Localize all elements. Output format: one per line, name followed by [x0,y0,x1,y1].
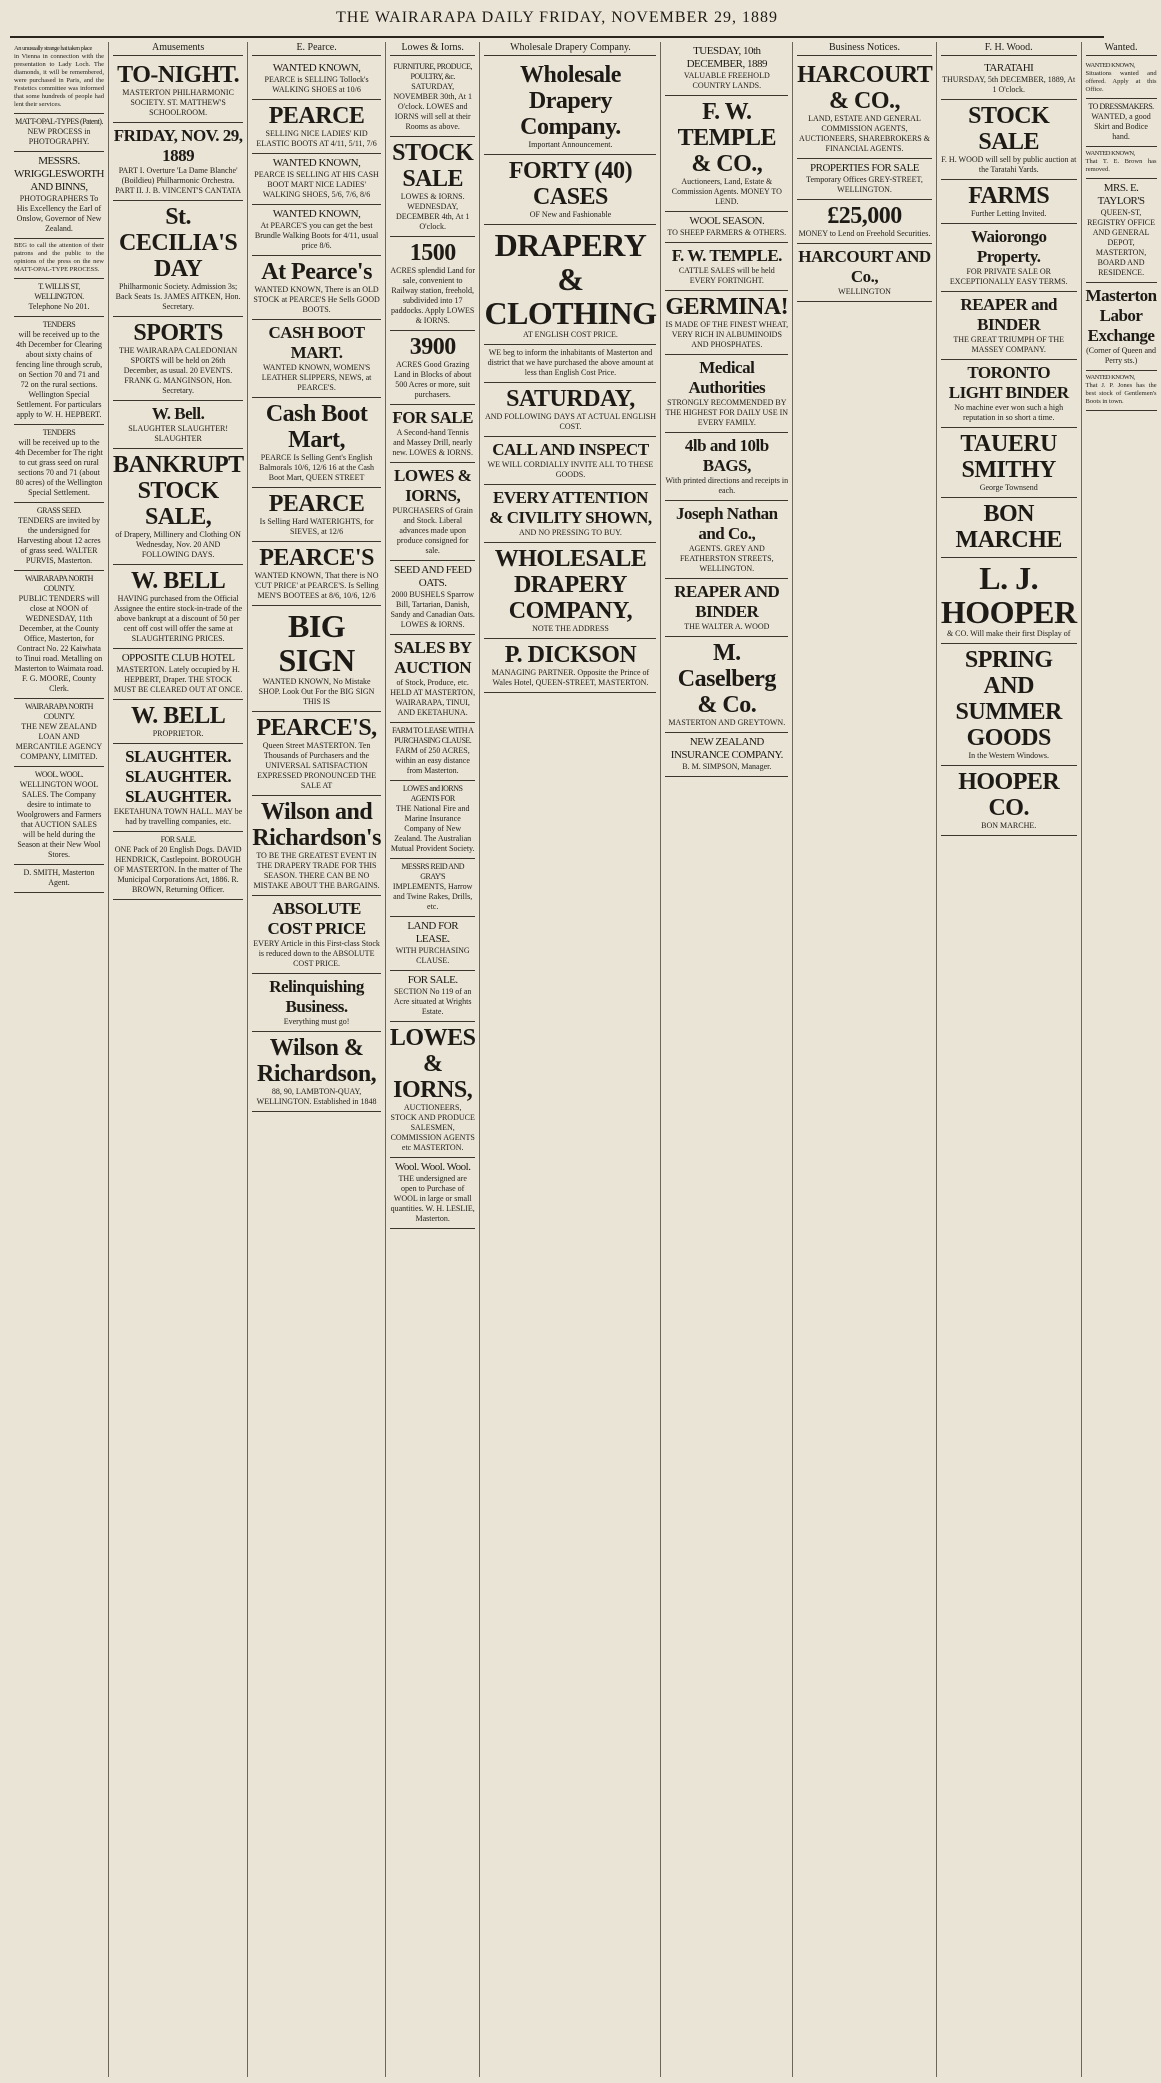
advertisement [113,744,243,832]
masthead-title: THE WAIRARAPA DAILY FRIDAY, NOVEMBER 29, 1889 [336,9,778,26]
ad-body: PHOTOGRAPHERS To His Excellency the Earl of Onslow, Governor of New Zealand. [16,194,102,233]
advertisement [797,59,932,159]
advertisement [113,449,243,565]
ad-body: THE WALTER A. WOOD [684,622,770,631]
advertisement [113,649,243,700]
advertisement [113,565,243,649]
ad-headline: WANTED KNOWN, [1085,150,1135,157]
ad-body: MASTERTON PHILHARMONIC SOCIETY. ST. MATTHEW'S SCHOOLROOM. [122,88,234,117]
ad-headline: F. W. TEMPLE & CO., [677,99,776,177]
advertisement [941,360,1077,428]
ad-headline: CALL AND INSPECT [492,440,649,459]
ad-headline: W. BELL [130,703,226,729]
ad-body: TO BE THE GREATEST EVENT IN THE DRAPERY TRADE FOR THIS SEASON. THERE CAN BE NO MISTAKE ABOUT THE BARGAINS. [253,851,380,890]
ad-body: WELLINGTON WOOL SALES. The Company desire to intimate to Woolgrowers and Farmers that AUCTION SALES will be held during the Season at their New Wool Stores. [16,780,102,859]
ad-body: WANTED, a good Skirt and Bodice hand. [1091,112,1151,141]
ad-body: BON MARCHE. [981,821,1037,830]
advertisement [665,637,788,733]
ad-body: VALUABLE FREEHOLD COUNTRY LANDS. [683,71,770,90]
ad-body: THE NEW ZEALAND LOAN AND MERCANTILE AGENCY COMPANY, LIMITED. [15,722,103,761]
ad-headline: 3900 [409,334,456,360]
ad-headline: HARCOURT & CO., [797,62,933,114]
ad-body: AUCTIONEERS, STOCK AND PRODUCE SALESMEN, COMMISSION AGENTS etc MASTERTON. [390,1103,475,1152]
advertisement [390,405,476,463]
ad-body: NOTE THE ADDRESS [532,624,609,633]
ad-body: AT ENGLISH COST PRICE. [523,330,618,339]
ad-body: THE National Fire and Marine Insurance Company of New Zealand. The Australian Mutual Provident Society. [390,804,475,853]
ad-headline: DRAPERY & CLOTHING [484,227,657,331]
advertisement [113,123,243,201]
ad-headline: Joseph Nathan and Co., [675,504,778,543]
ad-headline: TORONTO LIGHT BINDER [948,363,1069,402]
ad-headline: SEED AND FEED OATS. [394,564,472,589]
ad-body: With printed directions and receipts in each. [665,476,789,495]
ad-body: MANAGING PARTNER. Opposite the Prince of Wales Hotel, QUEEN-STREET, MASTERTON. [491,668,650,687]
ad-body: EKETAHUNA TOWN HALL. MAY be had by travelling companies, etc. [113,807,243,826]
advertisement [390,1158,476,1229]
advertisement [665,291,788,355]
masthead [10,0,1104,38]
ad-body: Queen Street MASTERTON. Ten Thousands of Purchasers and the UNIVERSAL SATISFACTION EXPRESSED PRONOUNCED THE SALE AT [257,741,377,790]
ad-body: PEARCE is SELLING Tollock's WALKING SHOES at 10/6 [264,75,369,94]
ad-body: SELLING NICE LADIES' KID ELASTIC BOOTS AT 4/11, 5/11, 7/6 [256,129,377,148]
advertisement [113,201,243,317]
ad-headline: Medical Authorities [688,358,766,397]
advertisement [484,543,656,639]
ad-headline: Masterton Labor Exchange [1085,286,1157,345]
ad-body: 2000 BUSHELS Sparrow Bill, Tartarian, Danish, Sandy and Canadian Oats. LOWES & IORNS. [390,590,475,629]
ad-headline: MESSRS REID AND GRAY'S [401,862,465,881]
ad-body: SECTION No 119 of an Acre situated at Wrights Estate. [393,987,472,1016]
ad-body: That T. E. Brown has removed. [1085,158,1157,173]
ad-body: PEARCE IS SELLING AT HIS CASH BOOT MART NICE LADIES' WALKING SHOES, 5/6, 7/6, 8/6 [254,170,379,199]
ad-body: in Vienna in connection with the presentation to Lady Loch. The diamonds, it will be remembered, were purchased in Paris, and the Festetics committee was informed that some hundreds of people had lent their services. [14,53,104,108]
ad-body: PUBLIC TENDERS will close at NOON of WEDNESDAY, 11th December, at the County Office, Masterton, for Contract No. 22 Kaiwhata to Tinui road. Metalling on Masterton to Waimata road. F. G. MOORE, County Clerk. [14,594,104,693]
column-2 [109,42,248,2077]
ad-headline: SPRING AND SUMMER GOODS [955,647,1062,751]
ad-headline: 4lb and 10lb BAGS, [684,436,769,475]
ad-body: Further Letting Invited. [971,209,1047,218]
ad-headline: Wilson & Richardson, [256,1035,377,1087]
advertisement [941,428,1077,498]
advertisement [941,766,1077,836]
ad-headline: FOR SALE. [160,835,196,844]
ad-headline: M. Caselberg & Co. [677,640,776,718]
ad-body: WE beg to inform the inhabitants of Masterton and district that we have purchased the above amount at less than English Cost Price. [487,348,654,377]
advertisement [1086,99,1157,147]
ad-headline: L. J. HOOPER [940,560,1077,630]
ad-body: D. SMITH, Masterton Agent. [23,868,95,887]
ad-headline: SLAUGHTER. SLAUGHTER. SLAUGHTER. [125,747,232,806]
ad-headline: WANTED KNOWN, [1085,62,1135,69]
column-9 [1082,42,1161,2077]
ad-headline: ABSOLUTE COST PRICE [267,899,366,938]
ad-headline: TUESDAY, 10th DECEMBER, 1889 [686,45,768,70]
ad-headline: WANTED KNOWN, [1085,374,1135,381]
ad-headline: Wool. Wool. Wool. [394,1161,471,1173]
advertisement [252,712,381,796]
advertisement [252,205,381,256]
advertisement [113,59,243,123]
advertisement [252,256,381,320]
ad-body: LAND, ESTATE AND GENERAL COMMISSION AGENTS, AUCTIONEERS, SHAREBROKERS & FINANCIAL AGENTS. [799,114,930,153]
advertisement [665,579,788,637]
ad-body: WE WILL CORDIALLY INVITE ALL TO THESE GOODS. [487,460,654,479]
columns-container [10,42,1157,2077]
ad-body: LOWES & IORNS. WEDNESDAY, DECEMBER 4th, At 1 O'clock. [396,192,470,231]
ad-body: Telephone No 201. [28,302,90,311]
advertisement [252,796,381,896]
ad-headline: BANKRUPT STOCK SALE, [112,452,244,530]
column-7 [793,42,937,2077]
ad-headline: CASH BOOT MART. [268,323,365,362]
ad-body: PURCHASERS of Grain and Stock. Liberal advances made upon produce consigned for sale. [392,506,473,555]
advertisement [252,154,381,205]
ad-body: FOR PRIVATE SALE OR EXCEPTIONALLY EASY TERMS. [949,267,1068,286]
column-3 [248,42,386,2077]
advertisement [252,59,381,100]
advertisement [14,425,104,503]
ad-headline: WOOL. WOOL. [34,770,84,779]
ad-headline: PEARCE'S [259,545,374,571]
ad-body: George Townsend [979,483,1038,492]
ad-headline: GRASS SEED. [36,506,82,515]
ad-headline: W. BELL [130,568,226,594]
ad-headline: STOCK SALE [392,140,474,192]
advertisement [14,503,104,571]
advertisement [484,59,656,155]
ad-headline: WANTED KNOWN, [272,208,361,220]
advertisement [665,733,788,777]
ad-headline: OPPOSITE CLUB HOTEL [121,652,235,664]
advertisement [14,699,104,767]
ad-headline: HOOPER CO. [958,769,1060,821]
advertisement [941,498,1077,558]
advertisement [390,561,476,635]
advertisement [390,723,476,781]
ad-headline: SALES BY AUCTION [393,638,472,677]
ad-headline: FARM TO LEASE WITH A PURCHASING CLAUSE. [391,726,474,745]
advertisement [665,96,788,212]
ad-headline: FRIDAY, NOV. 29, 1889 [113,126,243,165]
advertisement [252,542,381,606]
ad-body: PART I. Overture 'La Dame Blanche' (Boildieu) Philharmonic Orchestra. PART II. J. B. VINCENT'S CANTATA [115,166,241,195]
ad-headline: STOCK SALE [968,103,1050,155]
advertisement [390,331,476,405]
ad-body: Temporary Offices GREY-STREET, WELLINGTON. [806,175,923,194]
advertisement [797,200,932,244]
ad-body: WANTED KNOWN, WOMEN'S LEATHER SLIPPERS, NEWS, at PEARCE'S. [261,363,372,392]
ad-body: No machine ever won such a high reputation in so short a time. [954,403,1064,422]
advertisement [390,971,476,1022]
ad-headline: T. WILLIS ST, WELLINGTON. [34,282,84,301]
ad-headline: TO DRESSMAKERS. [1088,102,1154,111]
advertisement [390,781,476,859]
ad-headline: LOWES and IORNS AGENTS FOR [402,784,463,803]
advertisement [484,485,656,543]
ad-headline: NEW ZEALAND INSURANCE COMPANY. [670,736,783,761]
ad-body: Is Selling Hard WATERIGHTS, for SIEVES, at 12/6 [259,517,374,536]
ad-headline: MRS. E. TAYLOR'S [1097,182,1145,207]
ad-headline: Relinquishing Business. [269,977,364,1016]
advertisement [252,606,381,712]
ad-headline: REAPER AND BINDER [674,582,780,621]
ad-headline: 1500 [409,240,456,266]
advertisement [390,859,476,917]
ad-body: (Corner of Queen and Perry sts.) [1086,346,1157,365]
column-8 [937,42,1082,2077]
ad-headline: SATURDAY, [506,386,635,412]
ad-body: SATURDAY, NOVEMBER 30th, At 1 O'clock. LOWES and IORNS will sell at their Rooms as above. [393,82,473,131]
advertisement [390,1022,476,1158]
advertisement [797,244,932,302]
ad-body: NEW PROCESS in PHOTOGRAPHY. [27,127,91,146]
advertisement [484,225,656,345]
ad-body: THE undersigned are open to Purchase of WOOL in large or small quantities. W. H. LESLIE, Masterton. [390,1174,475,1223]
advertisement [1086,283,1157,371]
advertisement [14,239,104,279]
ad-headline: GERMINA! [665,294,789,320]
advertisement [14,42,104,114]
ad-body: IMPLEMENTS, Harrow and Twine Rakes, Drills, etc. [392,882,473,911]
advertisement [665,243,788,291]
advertisement [390,635,476,723]
ad-body: BEG to call the attention of their patrons and the public to the opinions of the press on the new MATT-OPAL-TYPE PROCESS. [14,242,104,273]
ad-headline: At Pearce's [261,259,372,285]
ad-body: THE WAIRARAPA CALEDONIAN SPORTS will be held on 26th December, as usual. 20 EVENTS. FRANK G. MANGINSON, Hon. Secretary. [118,346,238,395]
advertisement [1086,59,1157,99]
ad-body: Important Announcement. [528,140,613,149]
ad-body: of Stock, Produce, etc. HELD AT MASTERTON, WAIRARAPA, TINUI, AND EKETAHUNA. [390,678,476,717]
ad-body: F. H. WOOD will sell by public auction at the Taratahi Yards. [941,155,1077,174]
ad-body: OF New and Fashionable [529,210,612,219]
ad-headline: TO-NIGHT. [117,62,240,88]
ad-body: IS MADE OF THE FINEST WHEAT, VERY RICH IN ALBUMINOIDS AND PHOSPHATES. [665,320,789,349]
ad-headline: P. DICKSON [504,642,637,668]
advertisement [941,644,1077,766]
ad-body: THE GREAT TRIUMPH OF THE MASSEY COMPANY. [953,335,1065,354]
ad-body: ONE Pack of 20 English Dogs. DAVID HENDRICK, Castlepoint. BOROUGH OF MASTERTON. In the matter of The Municipal Corporations Act, 1886. R. BROWN, Returning Officer. [113,845,243,894]
advertisement [252,488,381,542]
ad-body: WANTED KNOWN, There is an OLD STOCK at PEARCE'S He Sells GOOD BOOTS. [253,285,380,314]
advertisement [484,639,656,693]
ad-body: 88, 90, LAMBTON-QUAY, WELLINGTON. Established in 1848 [256,1087,377,1106]
advertisement [1086,147,1157,179]
ad-headline: £25,000 [827,203,902,229]
ad-headline: Cash Boot Mart, [265,401,368,453]
advertisement [113,832,243,900]
ad-headline: EVERY ATTENTION & CIVILITY SHOWN, [489,488,652,527]
column-header: Wholesale Drapery Company. [484,42,656,56]
advertisement [665,433,788,501]
ad-headline: FARMS [968,183,1050,209]
ad-body: B. M. SIMPSON, Manager. [682,762,772,771]
ad-body: will be received up to the 4th December for The right to cut grass seed on rural sections 70 and 71 (about 80 acres) of the Wellington Special Settlement. [15,438,103,497]
ad-body: MASTERTON. Lately occupied by H. HEPBERT, Draper. THE STOCK MUST BE CLEARED OUT AT ONCE. [113,665,243,694]
ad-headline: TENDERS [42,428,76,437]
ad-headline: LAND FOR LEASE. [407,920,459,945]
advertisement [484,383,656,437]
ad-body: WANTED KNOWN, That there is NO 'CUT PRICE' at PEARCE'S. Is Selling MEN'S BOOTEES at 8/6, 10/6, 12/6 [254,571,379,600]
advertisement [14,152,104,239]
advertisement [390,463,476,561]
ad-headline: F. W. TEMPLE. [671,246,782,265]
ad-body: CATTLE SALES will be held EVERY FORTNIGHT. [678,266,775,285]
ad-headline: LOWES & IORNS, [389,1025,476,1103]
ad-body: will be received up to the 4th December for Clearing about sixty chains of fencing line through scrub, on Section 70 and 71 and 72 on the rural sections. Wellington Special Settlement. For particulars apply to W. H. HEPBERT. [15,330,103,419]
advertisement [14,865,104,893]
ad-body: Philharmonic Society. Admission 3s; Back Seats 1s. JAMES AITKEN, Hon. Secretary. [115,282,241,311]
ad-body: THURSDAY, 5th DECEMBER, 1889, At 1 O'clock. [942,75,1076,94]
advertisement [665,501,788,579]
ad-headline: LOWES & IORNS, [394,466,472,505]
advertisement [252,320,381,398]
ad-body: ACRES splendid Land for sale, convenient to Railway station, freehold, subdivided into 17 paddocks. Apply LOWES & IORNS. [390,266,476,325]
ad-headline: WAIRARAPA NORTH COUNTY. [25,574,93,593]
ad-headline: WANTED KNOWN, [272,157,361,169]
ad-body: STRONGLY RECOMMENDED BY THE HIGHEST FOR DAILY USE IN EVERY FAMILY. [665,398,789,427]
ad-body: PEARCE Is Selling Gent's English Balmorals 10/6, 12/6 16 at the Cash Boot Mart, QUEEN STREET [259,453,375,482]
advertisement [484,345,656,383]
advertisement [113,401,243,449]
ad-headline: WANTED KNOWN, [272,62,361,74]
advertisement [941,100,1077,180]
ad-headline: St. CECILIA'S DAY [119,204,238,282]
advertisement [941,224,1077,292]
ad-body: AND FOLLOWING DAYS AT ACTUAL ENGLISH COST. [484,412,656,431]
ad-headline: An unusually strange hat taken place [14,45,92,52]
column-header: F. H. Wood. [941,42,1077,56]
ad-body: WITH PURCHASING CLAUSE. [395,946,470,965]
ad-headline: WOOL SEASON. [689,215,765,227]
advertisement [484,437,656,485]
column-4 [386,42,481,2077]
ad-headline: BIG SIGN [278,608,355,678]
ad-headline: Waiorongo Property. [970,227,1047,266]
advertisement [941,558,1077,644]
ad-headline: Wilson and Richardson's [252,799,381,851]
ad-body: WANTED KNOWN, No Mistake SHOP. Look Out For the BIG SIGN THIS IS [258,677,375,706]
advertisement [113,700,243,744]
ad-body: EVERY Article in this First-class Stock is reduced down to the ABSOLUTE COST PRICE. [253,939,380,968]
ad-headline: PEARCE'S, [256,715,377,741]
advertisement [14,571,104,699]
advertisement [941,292,1077,360]
ad-body: A Second-hand Tennis and Massey Drill, nearly new. LOWES & IORNS. [392,428,473,457]
advertisement [252,100,381,154]
advertisement [14,317,104,425]
ad-headline: BON MARCHE [955,501,1062,553]
ad-body: Auctioneers, Land, Estate & Commission Agents. MONEY TO LEND. [671,177,782,206]
advertisement [390,59,476,137]
ad-headline: REAPER and BINDER [960,295,1057,334]
advertisement [252,974,381,1032]
ad-headline: FOR SALE. [407,974,458,986]
advertisement [252,398,381,488]
ad-body: of Drapery, Millinery and Clothing ON Wednesday, Nov. 20 AND FOLLOWING DAYS. [115,530,241,559]
advertisement [390,917,476,971]
advertisement [390,137,476,237]
ad-body: QUEEN-ST, REGISTRY OFFICE AND GENERAL DEPOT, MASTERTON, BOARD AND RESIDENCE. [1087,208,1156,277]
advertisement [941,180,1077,224]
ad-body: PROPRIETOR. [152,729,204,738]
ad-body: At PEARCE'S you can get the best Brundle Walking Boots for 4/11, usual price 8/6. [254,221,379,250]
ad-body: TENDERS are invited by the undersigned for Harvesting about 12 acres of grass seed. WALTER PURVIS, Masterton. [17,516,101,565]
ad-body: WELLINGTON [838,287,891,296]
ad-headline: Wholesale Drapery Company. [520,62,621,140]
ad-headline: WAIRARAPA NORTH COUNTY. [25,702,93,721]
ad-headline: TAUERU SMITHY [960,431,1057,483]
advertisement [14,279,104,317]
advertisement [14,767,104,865]
ad-headline: PROPERTIES FOR SALE [809,162,920,174]
ad-body: In the Western Windows. [968,751,1049,760]
ad-body: That J. P. Jones has the best stock of Gentlemen's Boots in town. [1085,382,1157,405]
advertisement [14,114,104,152]
ad-headline: MATT-OPAL-TYPES (Patent). [15,117,103,126]
advertisement [113,317,243,401]
ad-headline: HARCOURT AND Co., [798,247,931,286]
advertisement [665,355,788,433]
advertisement [1086,371,1157,411]
ad-headline: FURNITURE, PRODUCE, POULTRY, &c. [393,62,473,81]
column-header: Wanted. [1086,42,1157,56]
ad-body: SLAUGHTER SLAUGHTER! SLAUGHTER [128,424,228,443]
column-header: Amusements [113,42,243,56]
advertisement [665,42,788,96]
ad-headline: TARATAHI [984,62,1034,74]
ad-headline: MESSRS. WRIGGLESWORTH AND BINNS, [14,155,104,193]
column-header: Business Notices. [797,42,932,56]
ad-headline: PEARCE [268,491,365,517]
ad-body: TO SHEEP FARMERS & OTHERS. [667,228,787,237]
advertisement [390,237,476,331]
advertisement [941,59,1077,100]
ad-body: & CO. Will make their first Display of [946,629,1071,638]
column-header: Lowes & Iorns. [390,42,476,56]
ad-headline: TENDERS [42,320,76,329]
advertisement [484,155,656,225]
column-6 [661,42,793,2077]
ad-headline: SPORTS [133,320,223,346]
ad-body: Everything must go! [283,1017,350,1026]
ad-headline: W. Bell. [151,404,205,423]
advertisement [665,212,788,243]
ad-body: MONEY to Lend on Freehold Securities. [798,229,931,238]
advertisement [1086,179,1157,283]
ad-headline: FORTY (40) CASES [508,158,633,210]
ad-body: HAVING purchased from the Official Assignee the entire stock-in-trade of the above bankrupt at a discount of 50 per cent off cost will offer the same at SLAUGHTERING PRICES. [114,594,243,643]
ad-headline: PEARCE [268,103,365,129]
advertisement [252,896,381,974]
column-1 [10,42,109,2077]
ad-headline: WHOLESALE DRAPERY COMPANY, [494,546,647,624]
advertisement [252,1032,381,1112]
column-header: E. Pearce. [252,42,381,56]
column-5 [480,42,661,2077]
ad-body: FARM of 250 ACRES, within an easy distance from Masterton. [395,746,470,775]
advertisement [797,159,932,200]
ad-headline: FOR SALE [392,408,473,427]
ad-body: AGENTS. GREY AND FEATHERSTON STREETS, WELLINGTON. [679,544,774,573]
ad-body: MASTERTON AND GREYTOWN. [668,718,786,727]
ad-body: ACRES Good Grazing Land in Blocks of about 500 Acres or more, suit purchasers. [394,360,472,399]
ad-body: AND NO PRESSING TO BUY. [519,528,622,537]
ad-body: Situations wanted and offered. Apply at this Office. [1085,70,1157,93]
